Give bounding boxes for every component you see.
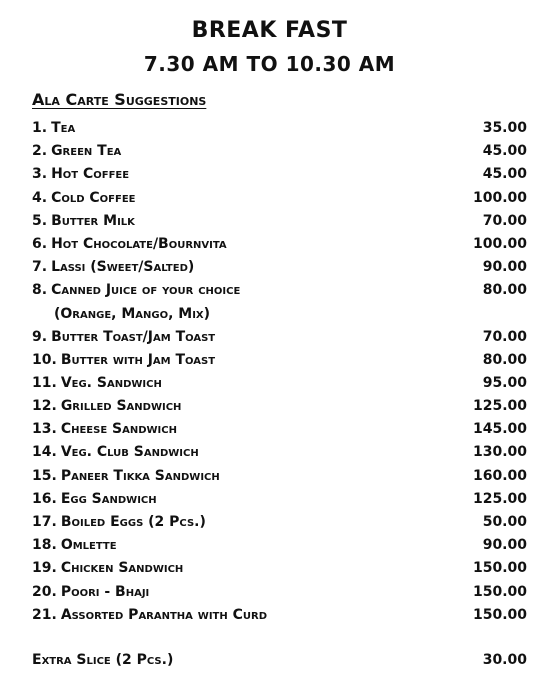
- item-number: 19.: [32, 560, 57, 577]
- item-number: 3.: [32, 166, 48, 183]
- item-name: Paneer Tikka Sandwich: [60, 467, 220, 484]
- menu-item: [32, 514, 527, 537]
- item-name: (Orange, Mango, Mix): [54, 305, 211, 322]
- item-number: 6.: [32, 235, 48, 252]
- item-name: Lassi (Sweet/Salted): [51, 259, 195, 276]
- item-number: 11.: [32, 374, 57, 391]
- menu-item: [32, 236, 527, 259]
- item-number: 20.: [32, 583, 57, 600]
- item-number: 1.: [32, 120, 48, 136]
- item-price: 95.00: [482, 374, 527, 391]
- item-number: 2.: [32, 143, 48, 160]
- item-name: Tea: [51, 120, 76, 136]
- menu-item: [32, 352, 527, 375]
- item-name: Assorted Parantha with Curd: [60, 606, 268, 623]
- item-price: 160.00: [472, 467, 527, 484]
- menu-item: [32, 259, 527, 282]
- item-number: 18.: [32, 537, 57, 554]
- item-name: Butter Milk: [51, 212, 135, 229]
- item-name: Hot Chocolate/Bournvita: [51, 235, 227, 252]
- item-name: Grilled Sandwich: [60, 398, 182, 415]
- item-number: 10.: [32, 351, 57, 368]
- item-number: 7.: [32, 259, 48, 276]
- item-price: 80.00: [482, 351, 527, 368]
- item-number: 12.: [32, 398, 57, 415]
- item-number: 14.: [32, 444, 57, 461]
- menu-item-note: [32, 306, 527, 329]
- menu-item: [32, 166, 527, 189]
- item-price: 80.00: [482, 282, 527, 299]
- menu-item: [32, 398, 527, 421]
- item-name: Hot Coffee: [51, 166, 130, 183]
- item-number: 16.: [32, 490, 57, 507]
- item-price: 130.00: [472, 444, 527, 461]
- item-price: 70.00: [482, 328, 527, 345]
- menu-item: [32, 190, 527, 213]
- item-price: 70.00: [482, 212, 527, 229]
- menu-item: [32, 329, 527, 352]
- item-name: Boiled Eggs (2 Pcs.): [60, 514, 206, 530]
- item-number: 8.: [32, 282, 48, 299]
- menu-item-list: [32, 120, 527, 630]
- section-title: Ala Carte Suggestions: [32, 90, 207, 109]
- item-name: Green Tea: [51, 143, 122, 160]
- item-number: 4.: [32, 189, 48, 206]
- item-name: Cold Coffee: [51, 189, 136, 206]
- item-price: 45.00: [482, 143, 527, 160]
- extra-item-name: Extra Slice (2 Pcs.): [32, 652, 174, 668]
- menu-item: [32, 560, 527, 583]
- item-name: Butter Toast/Jam Toast: [51, 328, 216, 345]
- item-name: Chicken Sandwich: [60, 560, 184, 577]
- item-name: Veg. Sandwich: [60, 374, 162, 391]
- item-price: 125.00: [472, 490, 527, 507]
- item-price: 100.00: [472, 189, 527, 206]
- menu-item: [32, 375, 527, 398]
- item-name: Cheese Sandwich: [60, 421, 177, 438]
- item-price: 145.00: [472, 421, 527, 438]
- item-price: 125.00: [472, 398, 527, 415]
- item-name: Veg. Club Sandwich: [60, 444, 199, 461]
- item-price: 150.00: [472, 583, 527, 600]
- item-name: Egg Sandwich: [60, 490, 157, 507]
- item-number: 9.: [32, 328, 48, 345]
- menu-title: BREAK FAST: [191, 18, 348, 43]
- item-price: 150.00: [472, 606, 527, 623]
- menu-item: [32, 584, 527, 607]
- item-number: 15.: [32, 467, 57, 484]
- item-price: 50.00: [482, 514, 527, 530]
- item-price: 35.00: [482, 120, 527, 136]
- item-price: 100.00: [472, 235, 527, 252]
- item-name: Canned Juice of your choice: [51, 282, 241, 299]
- menu-time: 7.30 AM TO 10.30 AM: [143, 52, 396, 76]
- menu-item: [32, 468, 527, 491]
- item-price: 90.00: [482, 259, 527, 276]
- menu-item: [32, 421, 527, 444]
- menu-item: [32, 444, 527, 467]
- menu-item: [32, 282, 527, 305]
- menu-item: [32, 491, 527, 514]
- item-name: Butter with Jam Toast: [60, 351, 216, 368]
- menu-item: [32, 120, 527, 143]
- item-number: 17.: [32, 514, 57, 530]
- menu-item: [32, 143, 527, 166]
- menu-item: [32, 213, 527, 236]
- item-number: 21.: [32, 606, 57, 623]
- item-price: 90.00: [482, 537, 527, 554]
- item-number: 5.: [32, 212, 48, 229]
- item-number: 13.: [32, 421, 57, 438]
- extra-item-price: 30.00: [482, 652, 527, 668]
- extra-item: [32, 652, 527, 668]
- item-price: 150.00: [472, 560, 527, 577]
- item-name: Omlette: [60, 537, 117, 554]
- item-price: 45.00: [482, 166, 527, 183]
- menu-item: [32, 607, 527, 630]
- menu-item: [32, 537, 527, 560]
- item-name: Poori - Bhaji: [60, 583, 150, 600]
